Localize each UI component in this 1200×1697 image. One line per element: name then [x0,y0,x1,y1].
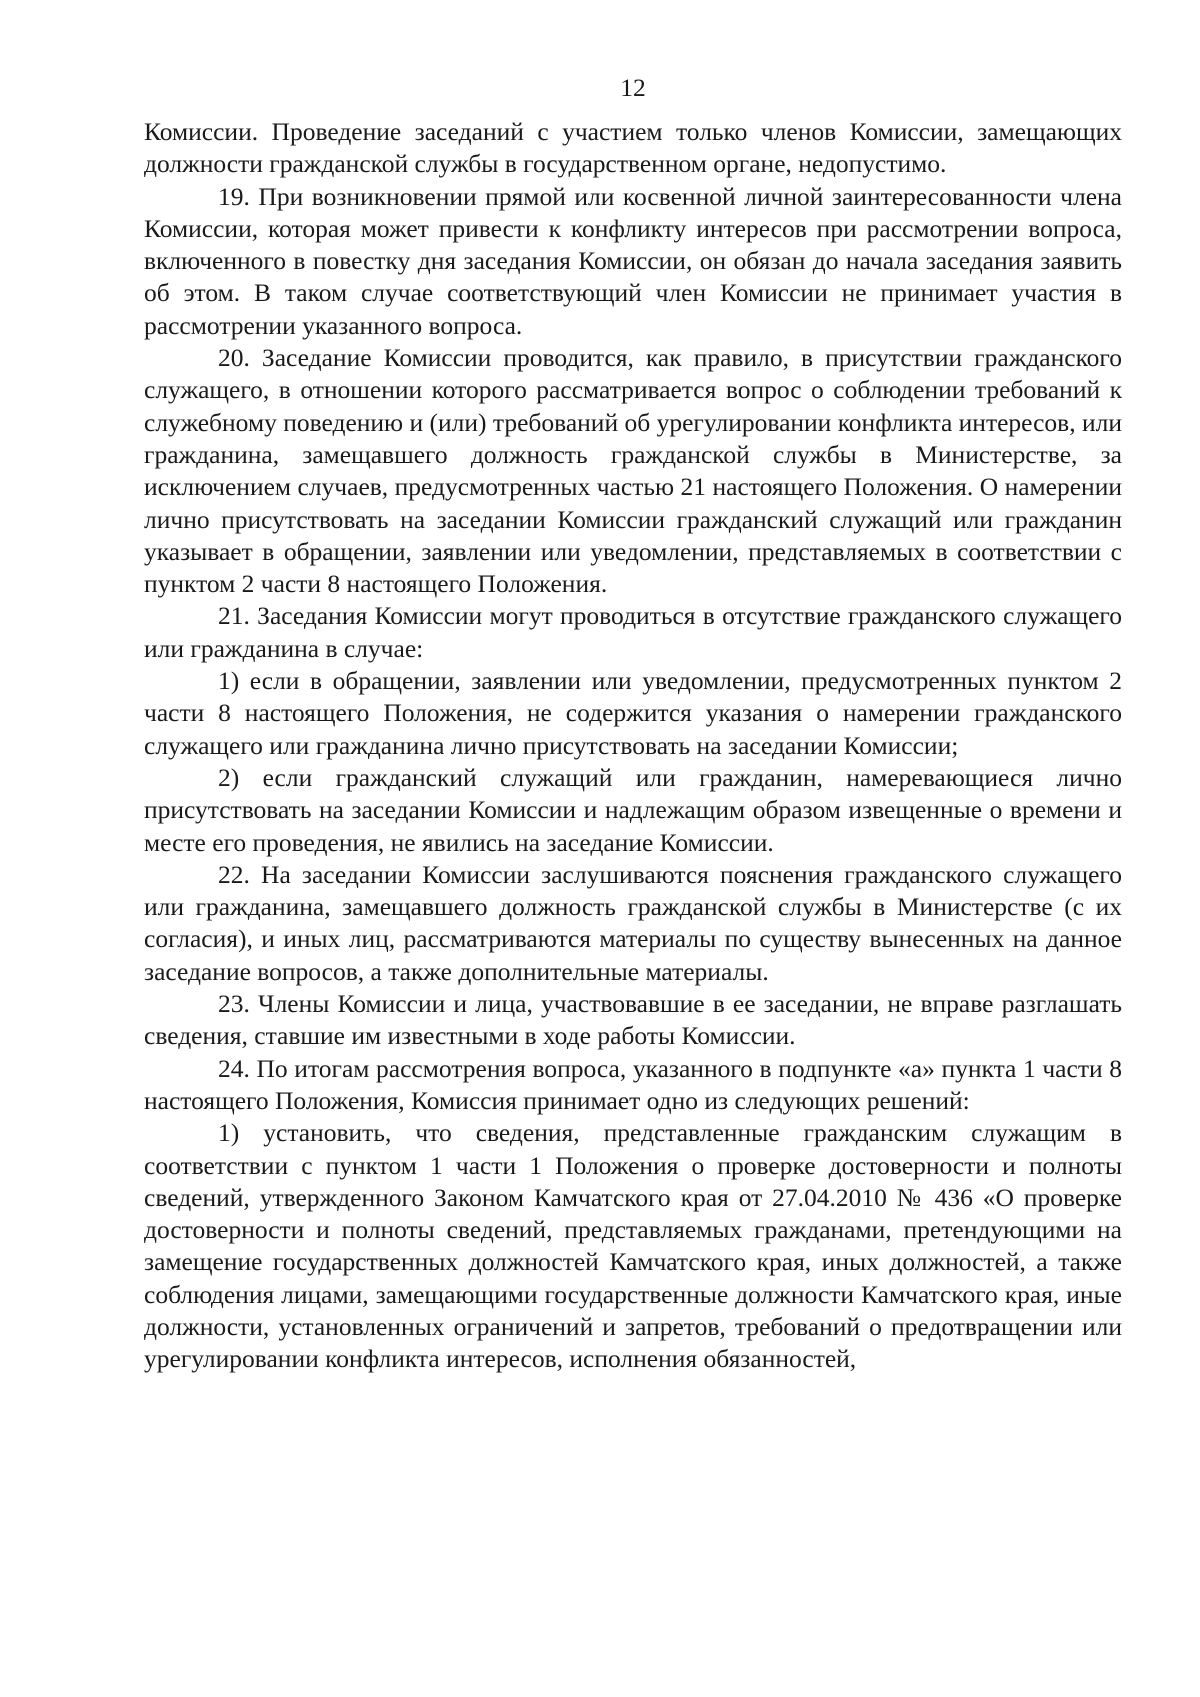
paragraph-20: 20. Заседание Комиссии проводится, как правило, в присутствии гражданского служащего, в отношении которого рассматривается вопрос о соблюдении требований к служебному поведению и (или) требований об урегулировании конфликта интересов, или гражданина, замещавшего должность гражданской службы в Министерстве, за исключением случаев, предусмотренных частью 21 настоящего Положения. О намерении лично присутствовать на заседании Комиссии гражданский служащий или гражданин указывает в обращении, заявлении или уведомлении, представляемых в соответствии с пунктом 2 части 8 настоящего Положения. [144,343,1122,599]
paragraph-24: 24. По итогам рассмотрения вопроса, указанного в подпункте «а» пункта 1 части 8 настоящего Положения, Комиссия принимает одно из следующих решений: [144,1053,1122,1115]
paragraph-23: 23. Члены Комиссии и лица, участвовавшие в ее заседании, не вправе разглашать сведения, ставшие им известными в ходе работы Комиссии. [144,989,1122,1051]
paragraph-21-item-2: 2) если гражданский служащий или гражданин, намеревающиеся лично присутствовать на заседании Комиссии и надлежащим образом извещенные о времени и месте его проведения, не явились на заседание Комиссии. [144,762,1122,857]
paragraph-continuation: Комиссии. Проведение заседаний с участием только членов Комиссии, замещающих должности гражданской службы в государственном органе, недопустимо. [144,117,1122,179]
page-number: 12 [620,73,646,102]
paragraph-19: 19. При возникновении прямой или косвенной личной заинтересованности члена Комиссии, которая может привести к конфликту интересов при рассмотрении вопроса, включенного в повестку дня заседания Комиссии, он обязан до начала заседания заявить об этом. В таком случае соответствующий член Комиссии не принимает участия в рассмотрении указанного вопроса. [144,181,1122,340]
document-page [144,68,1122,1376]
paragraph-21: 21. Заседания Комиссии могут проводиться в отсутствие гражданского служащего или гражданина в случае: [144,601,1122,663]
paragraph-22: 22. На заседании Комиссии заслушиваются пояснения гражданского служащего или гражданина, замещавшего должность гражданской службы в Министерстве (с их согласия), и иных лиц, рассматриваются материалы по существу вынесенных на данное заседание вопросов, а также дополнительные материалы. [144,859,1122,986]
paragraph-21-item-1: 1) если в обращении, заявлении или уведомлении, предусмотренных пунктом 2 части 8 настоящего Положения, не содержится указания о намерении гражданского служащего или гражданина лично присутствовать на заседании Комиссии; [144,666,1122,760]
paragraph-24-item-1: 1) установить, что сведения, представленные гражданским служащим в соответствии с пунктом 1 части 1 Положения о проверке достоверности и полноты сведений, утвержденного Законом Камчатского края от 27.04.2010 № 436 «О проверке достоверности и полноты сведений, представляемых гражданами, претендующими на замещение государственных должностей Камчатского края, иных должностей, а также соблюдения лицами, замещающими государственные должности Камчатского края, иные должности, установленных ограничений и запретов, требований о предотвращении или урегулировании конфликта интересов, исполнения обязанностей, [144,1118,1122,1374]
